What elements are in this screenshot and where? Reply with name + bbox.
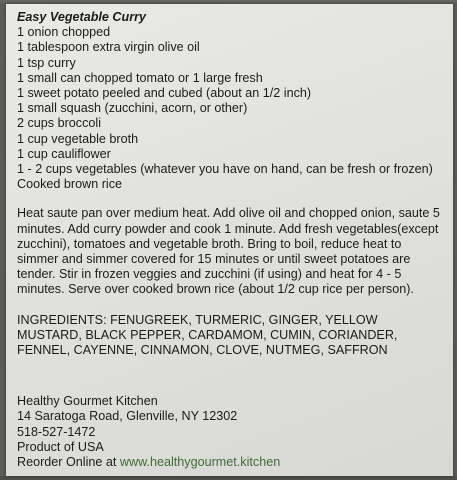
ingredient-item: 1 cup cauliflower <box>17 146 111 161</box>
ingredient-list <box>17 25 453 192</box>
recipe-directions: Heat saute pan over medium heat. Add olive oil and chopped onion, saute 5 minutes. Add curry powder and cook 1 minute. Add fresh vegetables(except zucchini), tomatoes and vegetable broth. Bring to boil, reduce heat to simmer and simmer covered for 15 minutes or until sweet potatoes are tender. Stir in frozen veggies and zucchini (if using) and heat for 4 - 5 minutes. Serve over cooked brown rice (about 1/2 cup rice per person). <box>17 206 440 297</box>
spacer <box>17 298 453 313</box>
spacer <box>17 192 453 206</box>
ingredient-item: 1 - 2 cups vegetables (whatever you have on hand, can be fresh or frozen) <box>17 162 433 177</box>
product-origin: Product of USA <box>17 439 104 454</box>
company-phone: 518-527-1472 <box>17 424 96 439</box>
ingredient-item: 1 onion chopped <box>17 25 111 40</box>
ingredient-item: 1 small squash (zucchini, acorn, or other) <box>17 101 248 116</box>
ingredient-item: 2 cups broccoli <box>17 116 101 131</box>
ingredient-item: 1 tsp curry <box>17 55 76 70</box>
website-link[interactable]: www.healthygourmet.kitchen <box>119 455 281 470</box>
company-name: Healthy Gourmet Kitchen <box>17 394 158 409</box>
reorder-prefix: Reorder Online at <box>17 455 120 470</box>
recipe-title: Easy Vegetable Curry <box>17 10 147 24</box>
company-address: 14 Saratoga Road, Glenville, NY 12302 <box>17 409 238 424</box>
spacer <box>17 358 453 394</box>
ingredient-item: 1 cup vegetable broth <box>17 131 139 146</box>
table-surface-bottom <box>0 476 457 480</box>
spice-ingredients: INGREDIENTS: FENUGREEK, TURMERIC, GINGER, YELLOW MUSTARD, BLACK PEPPER, CARDAMOM, CUMIN, CORIANDER, FENNEL, CAYENNE, CINNAMON, CLOVE, NUTMEG, SAFFRON <box>17 312 398 358</box>
recipe-card <box>6 4 453 476</box>
company-info <box>17 394 453 470</box>
ingredient-item: 1 tablespoon extra virgin olive oil <box>17 40 200 55</box>
ingredient-item: 1 sweet potato peeled and cubed (about an 1/2 inch) <box>17 86 312 101</box>
ingredient-item: Cooked brown rice <box>17 177 122 192</box>
ingredient-item: 1 small can chopped tomato or 1 large fresh <box>17 70 263 85</box>
reorder-line <box>17 455 453 470</box>
